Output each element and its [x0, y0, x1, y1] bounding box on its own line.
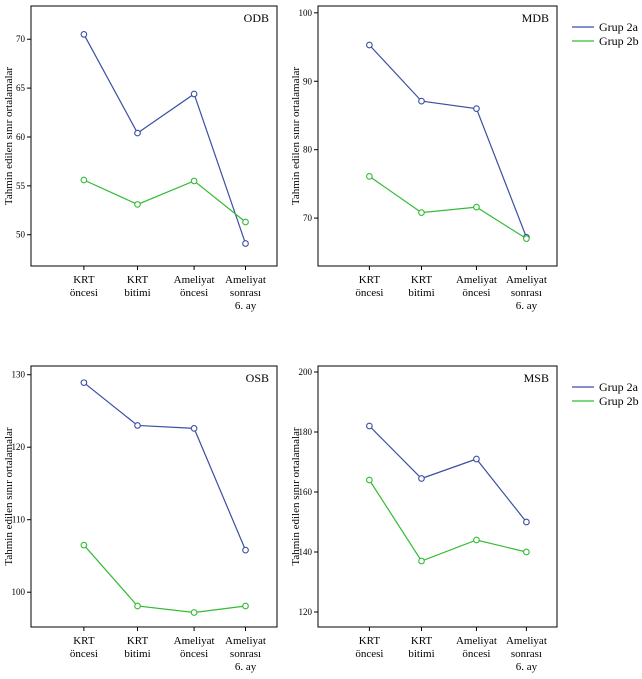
- series-line-grup-2a: [369, 426, 526, 522]
- y-tick-label: 80: [303, 144, 312, 155]
- y-tick-label: 100: [11, 587, 25, 598]
- data-point: [524, 549, 530, 555]
- data-point: [524, 519, 530, 525]
- y-tick-label: 55: [16, 180, 25, 191]
- legend: [572, 20, 639, 48]
- y-tick-label: 180: [298, 427, 312, 437]
- y-axis-label: Tahmin edilen sınır ortalamalar: [290, 427, 302, 566]
- data-point: [81, 380, 87, 386]
- chart-title: OSB: [245, 371, 269, 385]
- data-point: [367, 477, 373, 483]
- y-tick-label: 70: [303, 213, 312, 224]
- data-point: [419, 558, 425, 564]
- x-tick-label: Ameliyat öncesi: [455, 635, 497, 660]
- data-point: [135, 202, 141, 208]
- data-point: [367, 174, 373, 180]
- y-axis-label: Tahmin edilen sınır ortalamalar: [3, 427, 15, 566]
- data-point: [191, 91, 197, 97]
- data-point: [191, 178, 197, 184]
- x-tick-label: KRT öncesi: [69, 274, 98, 299]
- chart-title: MSB: [523, 371, 549, 385]
- plot-frame: [318, 6, 557, 266]
- data-point: [243, 547, 249, 553]
- y-tick-label: 160: [298, 487, 312, 497]
- y-tick-label: 120: [11, 442, 25, 453]
- data-point: [474, 537, 480, 543]
- x-tick-label: Ameliyat öncesi: [173, 635, 215, 660]
- data-point: [81, 542, 87, 548]
- data-point: [419, 210, 425, 216]
- y-tick-label: 65: [16, 83, 25, 94]
- plot-frame: [318, 366, 557, 627]
- series-line-grup-2a: [369, 45, 526, 237]
- data-point: [243, 241, 249, 247]
- x-tick-label: KRT bitimi: [124, 635, 151, 660]
- chart-panel-osb: [3, 366, 277, 673]
- y-tick-label: 200: [298, 367, 312, 377]
- x-tick-label: KRT öncesi: [355, 635, 384, 660]
- x-tick-label: Ameliyat sonrası 6. ay: [225, 274, 266, 312]
- y-tick-label: 100: [298, 7, 312, 18]
- data-point: [191, 610, 197, 616]
- data-point: [367, 423, 373, 429]
- legend-label: Grup 2a: [599, 20, 638, 34]
- data-point: [474, 204, 480, 210]
- legend: [572, 380, 639, 408]
- data-point: [524, 236, 530, 242]
- y-tick-label: 90: [303, 76, 312, 87]
- x-tick-label: Ameliyat öncesi: [173, 274, 215, 299]
- y-tick-label: 140: [298, 547, 312, 557]
- y-tick-label: 60: [16, 131, 25, 142]
- y-tick-label: 70: [16, 34, 25, 45]
- data-point: [135, 423, 141, 429]
- data-point: [474, 106, 480, 112]
- data-point: [474, 456, 480, 462]
- x-tick-label: KRT öncesi: [355, 274, 384, 299]
- data-point: [135, 603, 141, 609]
- data-point: [191, 426, 197, 432]
- x-tick-label: KRT bitimi: [408, 274, 435, 299]
- legend-label: Grup 2b: [599, 394, 639, 408]
- plot-frame: [31, 366, 277, 627]
- y-tick-label: 50: [16, 229, 25, 240]
- series-line-grup-2b: [84, 180, 246, 222]
- series-line-grup-2a: [84, 34, 246, 243]
- y-tick-label: 120: [298, 607, 312, 617]
- data-point: [81, 177, 87, 183]
- series-line-grup-2a: [84, 383, 246, 550]
- data-point: [419, 476, 425, 482]
- series-line-grup-2b: [369, 176, 526, 238]
- series-line-grup-2b: [84, 545, 246, 612]
- chart-panel-mdb: [290, 6, 557, 312]
- y-axis-label: Tahmin edilen sınır ortalamalar: [290, 66, 302, 206]
- x-tick-label: KRT bitimi: [408, 635, 435, 660]
- y-tick-label: 130: [11, 369, 25, 380]
- data-point: [243, 219, 249, 225]
- x-tick-label: Ameliyat sonrası 6. ay: [505, 274, 547, 312]
- data-point: [419, 98, 425, 104]
- data-point: [367, 42, 373, 48]
- legend-label: Grup 2b: [599, 34, 639, 48]
- x-tick-label: Ameliyat sonrası 6. ay: [225, 635, 266, 673]
- x-tick-label: KRT öncesi: [69, 635, 98, 660]
- legend-label: Grup 2a: [599, 380, 638, 394]
- y-tick-label: 110: [11, 514, 25, 525]
- chart-panel-msb: [290, 366, 557, 673]
- x-tick-label: KRT bitimi: [124, 274, 151, 299]
- chart-title: MDB: [521, 11, 549, 25]
- x-tick-label: Ameliyat sonrası 6. ay: [505, 635, 547, 673]
- x-tick-label: Ameliyat öncesi: [455, 274, 497, 299]
- chart-panel-odb: [3, 6, 277, 312]
- chart-title: ODB: [243, 11, 269, 25]
- data-point: [81, 32, 87, 38]
- y-axis-label: Tahmin edilen sınır ortalamalar: [3, 66, 15, 206]
- data-point: [135, 130, 141, 136]
- data-point: [243, 603, 249, 609]
